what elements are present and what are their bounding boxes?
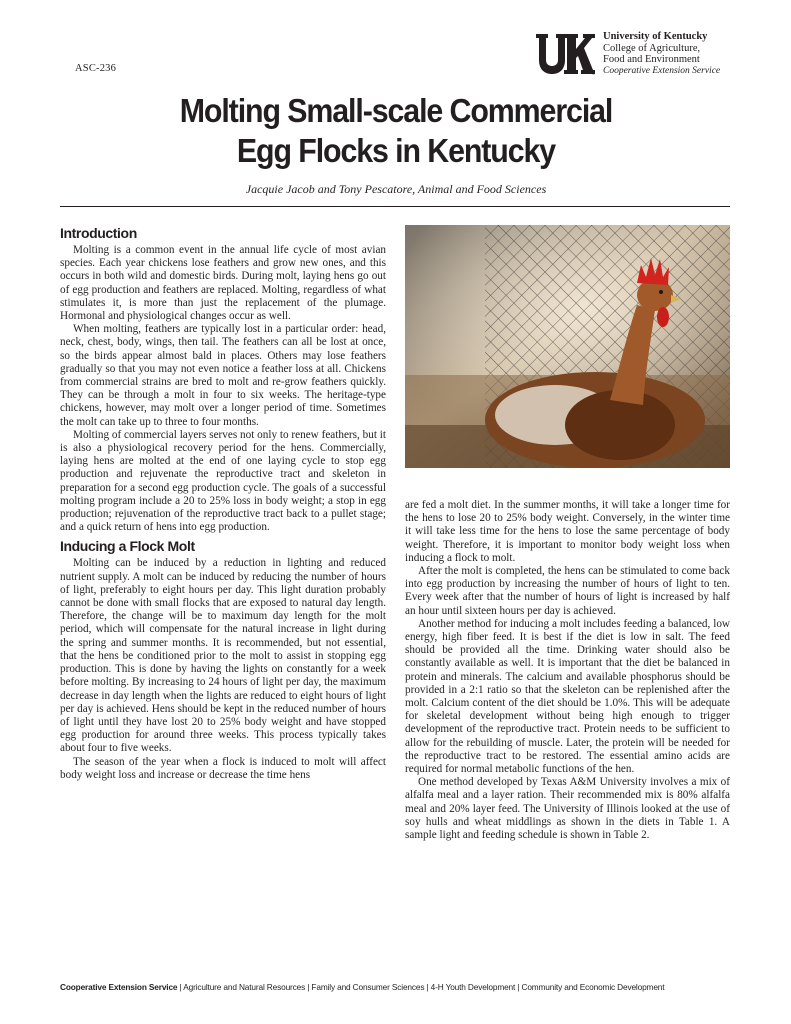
document-id: ASC-236 [75, 63, 117, 74]
header-divider [60, 206, 730, 207]
page-title [87, 91, 705, 171]
inducing-paragraph: Molting can be induced by a reduction in lighting and reduced nutrient supply. A molt can be induced by reducing the number of hours of light, preferably to eight hours per day. This light duration probably cannot be done with small flocks that are exposed to natural day length. Therefore, the change will be to maximum day length for the molt period, which will compensate for the natural increase in light during the spring and summer months. It is recommended, but not essential, that the hens be conditioned prior to the molt to assist in stopping egg production. This is done by having the lights on constantly for a week before molting. By increasing to 24 hours of light per day, the maximum decrease in day length when the lights are reduced to eight hours of light per day is achieved. Hens should be kept in the reduced number of hours of light until they have lost 20 to 25% body weight and have stopped egg production for around three weeks. This process typically takes about four to five weeks. [60, 557, 386, 755]
heading-inducing-molt: Inducing a Flock Molt [60, 538, 195, 555]
footer-programs: | Agriculture and Natural Resources | Family and Consumer Sciences | 4-H Youth Development | Community and Economic Development [177, 982, 665, 992]
body-paragraph: One method developed by Texas A&M University involves a mix of alfalfa meal and a layer ration. Their recommended mix is 80% alfalfa meal and 20% layer feed. The University of Illinois looked at the use of soy hulls and wheat middlings as shown in the diets in Table 1. A sample light and feeding schedule is shown in Table 2. [405, 776, 730, 842]
college-line-1: College of Agriculture, [603, 42, 701, 54]
body-paragraph: Another method for inducing a molt includes feeding a balanced, low energy, high fiber feed. It is best if the diet is low in salt. The feed should be provided all the time. Drinking water should also be constantly available as well. It is important that the diet be balanced in protein and minerals. The calcium and available phosphorus should be provided in a 2:1 ratio so that the skeleton can be replenished after the molt. Calcium content of the diet should be 1.0%. This will be adequate for skeletal development without being high enough to trigger development of the reproductive tract. Protein needs to be sufficient to allow for the rebuilding of muscle. Later, the protein will be needed for the reproductive tract to be restored. The essential amino acids are required for normal metabolic functions of the hen. [405, 617, 730, 776]
college-line-2: Food and Environment [603, 54, 700, 65]
title-line-2: Egg Flocks in Kentucky [236, 132, 556, 169]
hen-photo [405, 225, 730, 468]
body-paragraph: are fed a molt diet. In the summer months, it will take a longer time for the hens to lose 20 to 25% body weight. Conversely, in the winter time it will take less time for the hens to lose the same percentage of body weight. Therefore, it is important to monitor body weight loss when inducing a flock to molt. [405, 499, 730, 564]
svg-text:®: ® [592, 71, 595, 76]
heading-introduction: Introduction [60, 225, 137, 241]
intro-paragraph: Molting of commercial layers serves not only to renew feathers, but it is also a physiological recovery period for the hens. Commercially, laying hens are molted at the end of one laying cycle to stop egg production and rejuvenate the reproductive tract and skeleton in preparation for a second egg production cycle. The goals of a successful molting program include a 20 to 25% loss in body weight; a stop in egg production; rejuvenation of the reproductive tract back to a pullet stage; and a quick return of hens into egg production. [60, 428, 386, 534]
university-name: University of Kentucky [603, 31, 708, 42]
right-column [405, 499, 730, 842]
uk-logo-icon [534, 32, 596, 76]
body-paragraph: After the molt is completed, the hens can be stimulated to come back into egg production by increasing the number of hours of light to ten. Every week after that the number of hours of light is increased by half an hour until sixteen hours per day is achieved. [405, 565, 730, 617]
intro-paragraph: When molting, feathers are typically lost in a particular order: head, neck, chest, body, wings, then tail. The feathers can all be lost at once, so the birds appear almost bald in places. Others may lose feathers gradually so that you may not even notice a feather loss at all. Chickens from commercial strains are bred to molt and re-grow feathers quickly. They can be through a molt in four to six weeks. The heritage-type chickens, however, may molt over a longer period of time. Sometimes the molt can take up to three to four months. [60, 323, 386, 428]
inducing-paragraph: The season of the year when a flock is induced to molt will affect body weight loss and increase or decrease the time hens [60, 755, 386, 781]
authors: Jacquie Jacob and Tony Pescatore, Animal and Food Sciences [245, 182, 547, 196]
university-block [603, 31, 720, 77]
footer-lead: Cooperative Extension Service [60, 982, 178, 992]
left-column [60, 225, 386, 782]
footer [60, 982, 732, 992]
title-line-1: Molting Small-scale Commercial [179, 92, 613, 129]
extension-service: Cooperative Extension Service [603, 65, 721, 76]
hen-photo-icon [405, 225, 730, 468]
intro-paragraph: Molting is a common event in the annual life cycle of most avian species. Each year chickens lose feathers and grow new ones, and this occurs in both wild and domestic birds. During molt, laying hens go out of egg production and feathers are replaced. Molting, regardless of what stimulates it, is more than just the replacement of the plumage. Hormonal and physiological changes occur as well. [60, 244, 386, 323]
